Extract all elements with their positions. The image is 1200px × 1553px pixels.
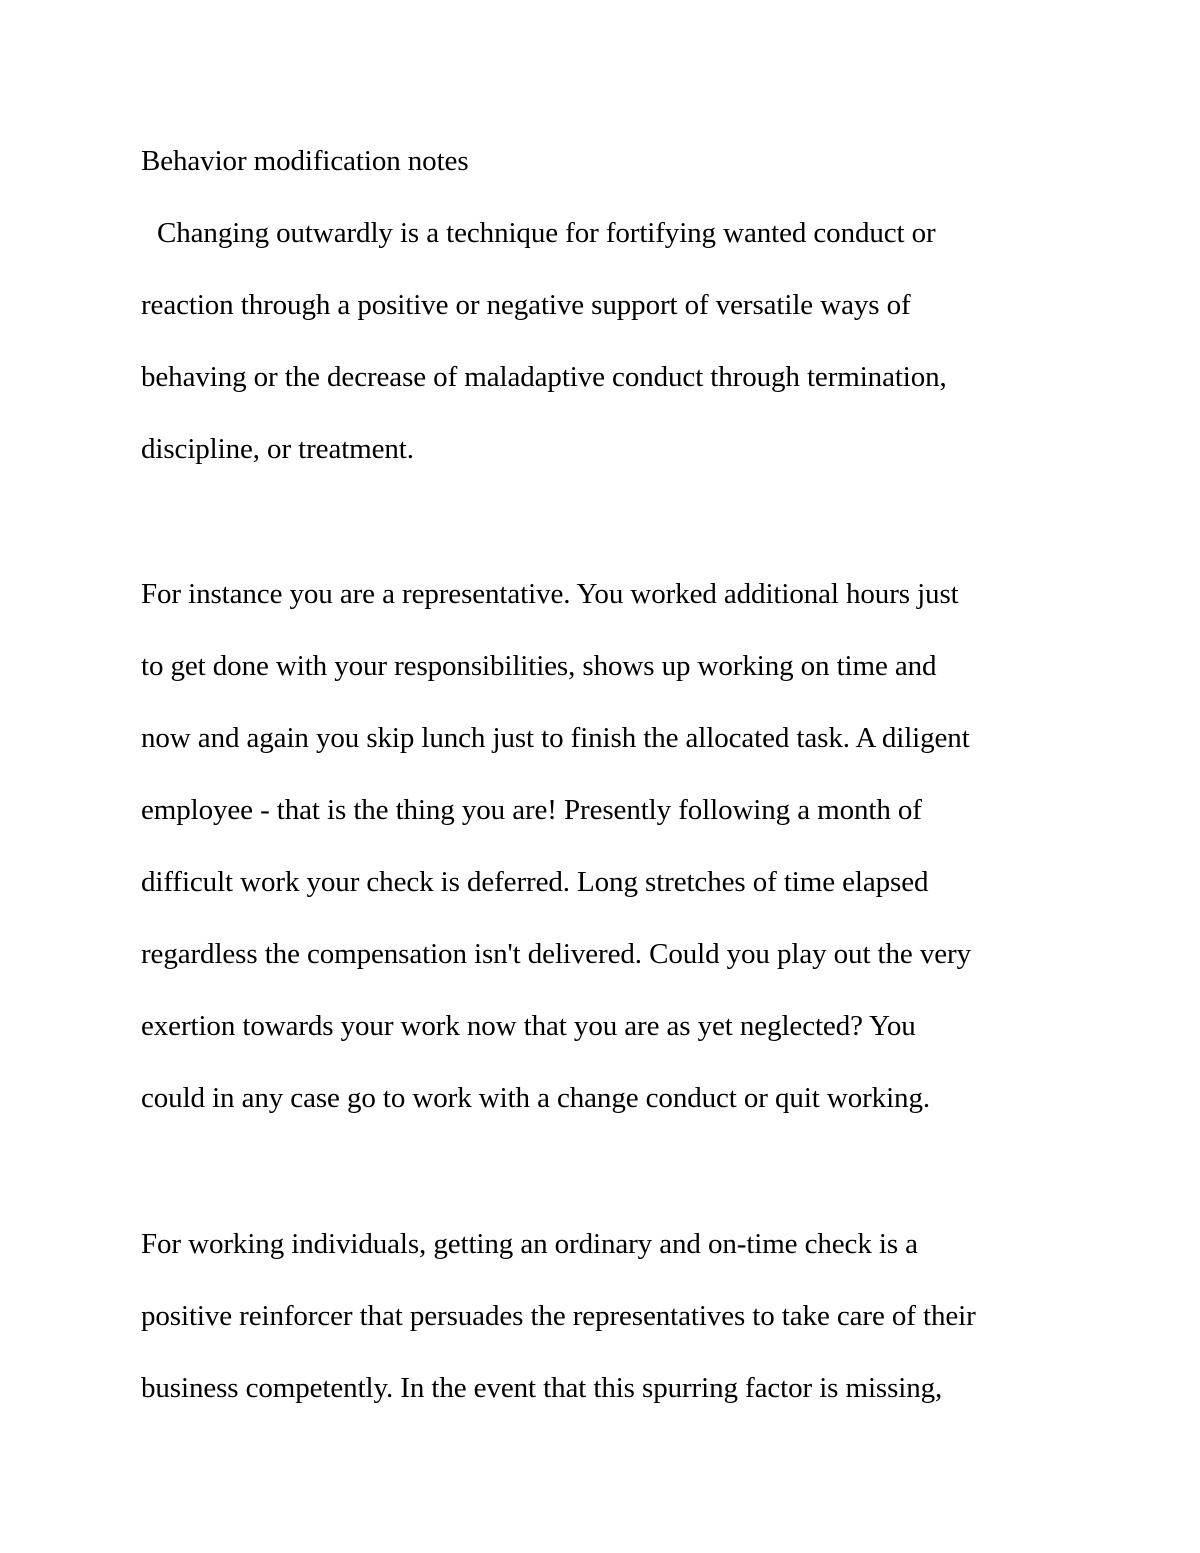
paragraph-line: For instance you are a representative. You worked additional hours just (141, 578, 959, 610)
paragraph-line: could in any case go to work with a change conduct or quit working. (141, 1082, 930, 1114)
paragraph-line: difficult work your check is deferred. Long stretches of time elapsed (141, 866, 929, 898)
paragraph-line: now and again you skip lunch just to finish the allocated task. A diligent (141, 722, 970, 754)
paragraph-line: behaving or the decrease of maladaptive conduct through termination, (141, 361, 947, 393)
paragraph-line: business competently. In the event that this spurring factor is missing, (141, 1372, 943, 1404)
document-title: Behavior modification notes (141, 145, 469, 177)
paragraph-line: regardless the compensation isn't delivered. Could you play out the very (141, 938, 971, 970)
paragraph-line: For working individuals, getting an ordinary and on-time check is a (141, 1228, 918, 1260)
paragraph-line: positive reinforcer that persuades the representatives to take care of their (141, 1300, 976, 1332)
paragraph-line: exertion towards your work now that you are as yet neglected? You (141, 1010, 916, 1042)
paragraph-line: discipline, or treatment. (141, 433, 414, 465)
paragraph-line: to get done with your responsibilities, shows up working on time and (141, 650, 937, 682)
paragraph-line: reaction through a positive or negative support of versatile ways of (141, 289, 911, 321)
paragraph-line: employee - that is the thing you are! Presently following a month of (141, 794, 922, 826)
paragraph-line: Changing outwardly is a technique for fortifying wanted conduct or (157, 217, 936, 249)
